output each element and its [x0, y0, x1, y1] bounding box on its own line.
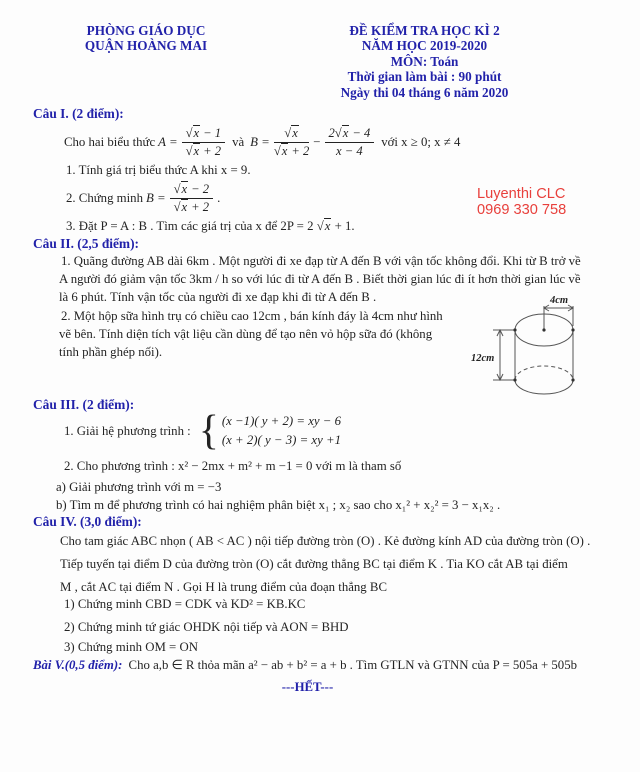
- equation-1: (x −1)( y + 2) = xy − 6: [221, 414, 342, 428]
- duration: Thời gian làm bài : 90 phút: [347, 69, 502, 85]
- formula-a-lhs: A =: [158, 134, 178, 149]
- height-label: 12cm: [471, 353, 495, 364]
- section-1-item-2: [66, 179, 220, 217]
- issuer-line-1: PHÒNG GIÁO DỤC: [86, 23, 206, 38]
- school-year: NĂM HỌC 2019-2020: [361, 38, 488, 54]
- period: .: [217, 190, 221, 205]
- watermark-name: Luyenthi CLC: [477, 186, 566, 202]
- body-line: 2. Một hộp sữa hình trụ có chiều cao 12cm , bán kính đáy là 4cm như hình: [61, 309, 443, 323]
- section-3-item-1: [64, 407, 341, 455]
- equation-system: [222, 412, 341, 450]
- sqrt-x: √ x: [317, 218, 332, 233]
- section-4-item-3: 3) Chứng minh OM = ON: [64, 640, 198, 654]
- watermark-phone: 0969 330 758: [477, 201, 567, 218]
- condition-text: với x ≥ 0; x ≠ 4: [381, 134, 461, 149]
- section-3-item-2a: a) Giải phương trình với m = −3: [56, 480, 222, 494]
- body-line: Tiếp tuyến tại điểm D của đường tròn (O) cắt đường thẳng BC tại điểm K . Tia KO cắt AB tại điểm: [60, 557, 568, 571]
- section-1-heading: Câu I. (2 điểm):: [33, 106, 124, 121]
- system-brace: [199, 409, 219, 453]
- subject: MÔN: Toán: [390, 53, 459, 69]
- radius-label: 4cm: [550, 295, 569, 306]
- cylinder-figure: [470, 292, 630, 400]
- system-label: 1. Giải hệ phương trình :: [64, 423, 191, 438]
- and-text: và: [232, 134, 245, 149]
- fraction-b2: $\frac{2 √ x - 4}{x - 4}$: [325, 126, 375, 159]
- section-1-intro-formula: [64, 121, 460, 163]
- section-5-text: Cho a,b ∈ R thỏa mãn a² − ab + b² = a + b . Tìm GTLN và GTNN của P = 505a + 505b: [128, 658, 577, 672]
- fraction-b1: √ x √ x + 2: [274, 126, 309, 159]
- section-3-item-2b: b) Tìm m để phương trình có hai nghiệm phân biệt x₁ ; x₂ sao cho x₁² + x₂² = 3 − x₁x₂ .: [56, 498, 501, 512]
- issuer-block: [30, 23, 262, 54]
- exam-title-block: [262, 23, 587, 100]
- body-line: Cho tam giác ABC nhọn ( AB < AC ) nội tiếp đường tròn (O) . Kẻ đường kính AD của đường tròn (O) .: [60, 534, 591, 548]
- equation-2: (x + 2)( y − 3) = xy +1: [221, 433, 342, 447]
- formula-b-lhs: B =: [250, 134, 270, 149]
- exam-date: Ngày thi 04 tháng 6 năm 2020: [340, 84, 509, 100]
- section-3-heading: Câu III. (2 điểm):: [33, 397, 135, 412]
- issuer-line-2: QUẬN HOÀNG MAI: [84, 38, 208, 54]
- minus-sign: −: [313, 134, 321, 149]
- section-4-heading: Câu IV. (3,0 điểm):: [33, 514, 142, 529]
- section-1-item-1: 1. Tính giá trị biểu thức A khi x = 9.: [66, 163, 251, 177]
- section-2-heading: Câu II. (2,5 điểm):: [33, 236, 140, 251]
- body-line: tính phần ghép nối).: [59, 345, 163, 359]
- end-marker: ---HẾT---: [281, 680, 334, 694]
- intro-text: Cho hai biểu thức: [64, 134, 156, 149]
- section-4-item-2: 2) Chứng minh tứ giác OHDK nội tiếp và AON = BHD: [64, 620, 349, 634]
- exam-title: ĐỀ KIỂM TRA HỌC KÌ 2: [349, 23, 500, 38]
- section-5: [33, 658, 577, 673]
- item-2-text: 2. Chứng minh: [66, 190, 143, 205]
- section-1-item-3: 3. Đặt P = A : B . Tìm các giá trị của x để 2P = 2 √ x + 1.: [66, 219, 355, 234]
- fraction-a: √ x − 1 √ x + 2: [182, 126, 225, 159]
- section-4-item-1: 1) Chứng minh CBD = CDK và KD² = KB.KC: [64, 597, 306, 611]
- section-5-label: Bài V.(0,5 điểm):: [33, 658, 123, 672]
- formula-b2-lhs: B =: [145, 190, 166, 205]
- watermark: [477, 187, 566, 219]
- body-line: A người đó giảm vận tốc 3km / h so với lúc đi từ A đến B . Biết thời gian lúc đi ít hơn thời gian lúc về: [59, 272, 581, 286]
- section-3-item-2: 2. Cho phương trình : x² − 2mx + m² + m −1 = 0 với m là tham số: [64, 459, 402, 473]
- fraction-b-simplified: √ x − 2 √ x + 2: [170, 182, 213, 215]
- body-line: vẽ bên. Tính diện tích vật liệu cần dùng để tạo nên vỏ hộp sữa đó (không: [59, 327, 433, 341]
- body-line: 1. Quãng đường AB dài 6km . Một người đi xe đạp từ A đến B với vận tốc không đổi. Khi từ B trở về: [61, 254, 581, 268]
- body-line: M , cắt AC tại điểm N . Gọi H là trung điểm của đoạn thẳng BC: [60, 580, 387, 594]
- body-line: là 6 phút. Tính vận tốc của người đi xe đạp khi đi từ A đến B .: [59, 290, 377, 304]
